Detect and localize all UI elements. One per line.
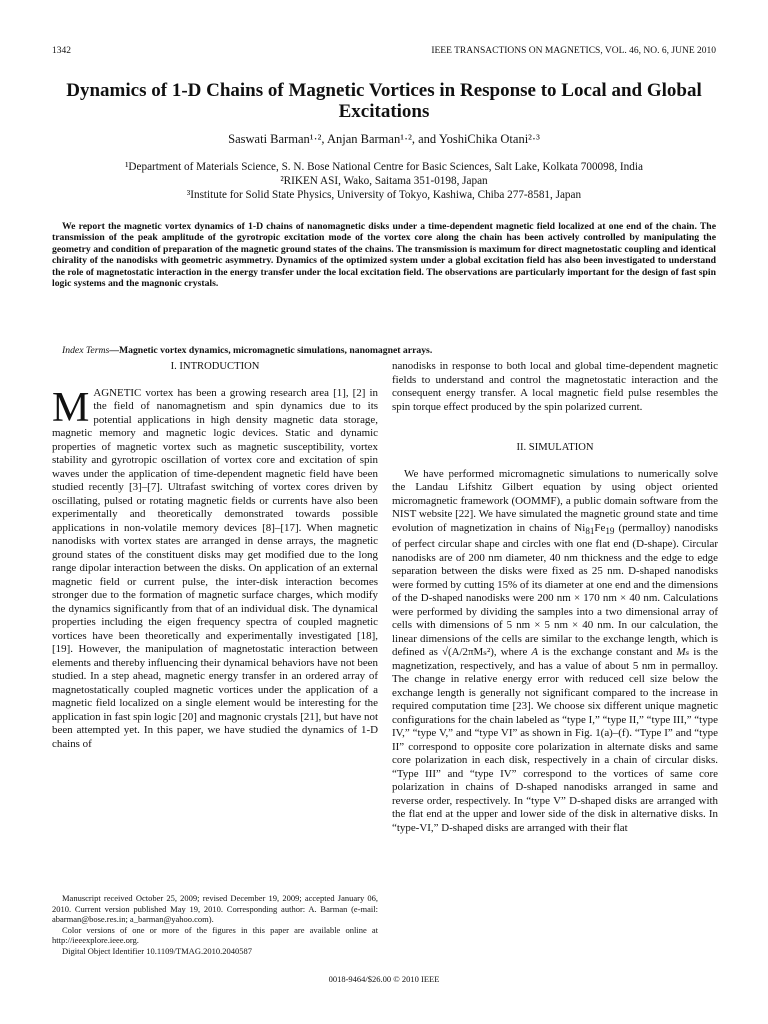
section-heading-simulation: II. SIMULATION [516, 442, 594, 453]
drop-cap: M [52, 384, 90, 431]
page-number: 1342 [52, 46, 71, 56]
footnote-manuscript: Manuscript received October 25, 2009; revised December 19, 2009; accepted January 06, 2010. Current version published May 19, 2010. Corresponding author: A. Barman (e-mail: abarman@bose.res.in; a_barman@yahoo.com). [52, 893, 378, 924]
index-terms [52, 345, 716, 356]
author-list: Saswati Barman¹·², Anjan Barman¹·², and YoshiChika Otani²·³ [228, 132, 540, 146]
abstract: We report the magnetic vortex dynamics of 1-D chains of nanomagnetic disks under a time-dependent magnetic field localized at one end of the chain. The transmission of the peak amplitude of the gyrotropic excitation mode of the vortex core along the chain has been actively controlled by manipulating the geometry and condition of preparation of the magnetic ground states of the chains. The transmission is maximum for direct magnetostatic coupling and identical chirality of the nanodisks with geometric asymmetry. Dynamics of the optimized system under a global excitation field has also been investigated to understand the role of magnetostatic interaction in the energy transfer under the local excitation field. The observations are particularly important for the design of fast spin logic systems and the magnonic crystals. [52, 221, 716, 290]
index-terms-label: Index Terms [62, 345, 110, 356]
simulation-paragraph: We have performed micromagnetic simulations to numerically solve the Landau Lifshitz Gilbert equation by using object oriented micromagnetic framework (OOMMF), a public domain software from the NIST website [22]. We have simulated the magnetic ground state and time evolution of magnetization in chains of $Ni_{81}Fe_{19}$ (permalloy) nanodisks of perfect circular shape and circles with one flat end (D-shape). Circular nanodisks are of 200 nm diameter, 40 nm thickness and the edge to edge separation between the disks were fixed as 25 nm. D-shaped nanodisks were formed by cutting 15% of its diameter at one end and the dimensions of the D-shaped nanodisks were 200 nm × 170 nm × 40 nm. Calculations were performed by dividing the samples into a two dimensional array of cells with dimensions of 5 nm × 5 nm × 40 nm. In our calculation, the linear dimensions of the cells are similar to the exchange length, which is defined as √(A/2πMₛ²), where A is the exchange constant and Mₛ is the magnetization, respectively, and has a value of about 5 nm in permalloy. The change in relative energy error with reduced cell size below the exchange length is generally not significant compared to the increase in required computation time [23]. We choose six different unique magnetic configurations for the chain labeled as “type I,” “type II,” “type III,” “type IV,” “type V,” and “type VI” as shown in Fig. 1(a)–(f). “Type I” and “type II” correspond to opposite core polarization in alternate disks and same core polarization in each disk, respectively in a chain of circular disks. “Type III” and “type IV” correspond to the vortices of same core polarization in chains of D-shaped nanodisks arranged in same and reverse order, respectively. In “type V” D-shaped disks are arranged with the flat end at the upper and lower side of the disk in alternative disks. In “type-VI,” D-shaped disks are arranged with their flat [392, 467, 718, 834]
intro-paragraph-2: nanodisks in response to both local and global time-dependent magnetic fields to understand and control the magnetostatic interaction and the consequent energy transfer. A local magnetic field pulse resembles the spin torque effect produced by the spin polarized current. [392, 360, 718, 413]
affiliation-1: ¹Department of Materials Science, S. N. Bose National Centre for Basic Sciences, Salt Lake, Kolkata 700098, India [125, 161, 643, 173]
copyright-line: 0018-9464/$26.00 © 2010 IEEE [328, 974, 440, 984]
right-column [392, 360, 718, 835]
footnote [52, 893, 378, 956]
footnote-doi: Digital Object Identifier 10.1109/TMAG.2010.2040587 [62, 945, 252, 956]
footnote-color: Color versions of one or more of the figures in this paper are available online at http://ieeexplore.ieee.org. [52, 924, 378, 945]
journal-citation: IEEE TRANSACTIONS ON MAGNETICS, VOL. 46, NO. 6, JUNE 2010 [431, 46, 716, 56]
left-column [52, 360, 378, 751]
intro-paragraph-1: MAGNETIC vortex has been a growing research area [1], [2] in the field of nanomagnetism and spin dynamics due to its potential applications in high density magnetic data storage, magnetic memory and magnetic logic devices. Static and dynamic properties of magnetic vortex such as magnetic susceptibility, vortex stability and gyrotropic oscillation of vortex core and excitation of spin waves under the application of time-dependent magnetic field have been studied recently [3]–[7]. Ultrafast switching of vortex cores driven by oscillating, pulsed or rotating magnetic fields or currents have also been experimentally and theoretically demonstrated towards possible applications in non-volatile memory devices [8]–[17]. When magnetic nanodisks with vortex states are arranged in dense arrays, the magnetic ground states of the constituent disks may get modified due to the long range dipolar interaction between the disks. On application of an external magnetic field or current pulse, the inter-disk interaction becomes stronger due to the formation of magnetic surface charges, which modify the dynamics significantly from that of an individual disk. The dynamical properties including the eigen frequency spectra of coupled magnetic vortices have been theoretically and experimentally investigated [18], [19]. However, the manipulation of magnetostatic interaction between elements and thereby influencing their dynamical behaviors have not been studied. In a step ahead, magnetic energy transfer in an ordered array of magnetostatically coupled magnetic vortices under the application of a magnetic field localized on a single element would be interesting for the application in fast spin logic [20] and magnonic crystals [21], but have not been attempted yet. In this paper, we have studied the dynamics of 1-D chains of [52, 384, 378, 750]
exchange-length-formula: √(A/2πMₛ²) [441, 646, 494, 659]
section-heading-introduction: I. INTRODUCTION [170, 361, 260, 372]
running-header [52, 46, 716, 58]
paper-title: Dynamics of 1-D Chains of Magnetic Vortices in Response to Local and Global Excitations [66, 80, 702, 122]
affiliation-2: ²RIKEN ASI, Wako, Saitama 351-0198, Japan [280, 175, 488, 187]
affiliation-3: ³Institute for Solid State Physics, University of Tokyo, Kashiwa, Chiba 277-8581, Japan [186, 189, 582, 201]
index-terms-text: —Magnetic vortex dynamics, micromagnetic simulations, nanomagnet arrays. [109, 345, 433, 356]
affiliations [40, 160, 728, 202]
